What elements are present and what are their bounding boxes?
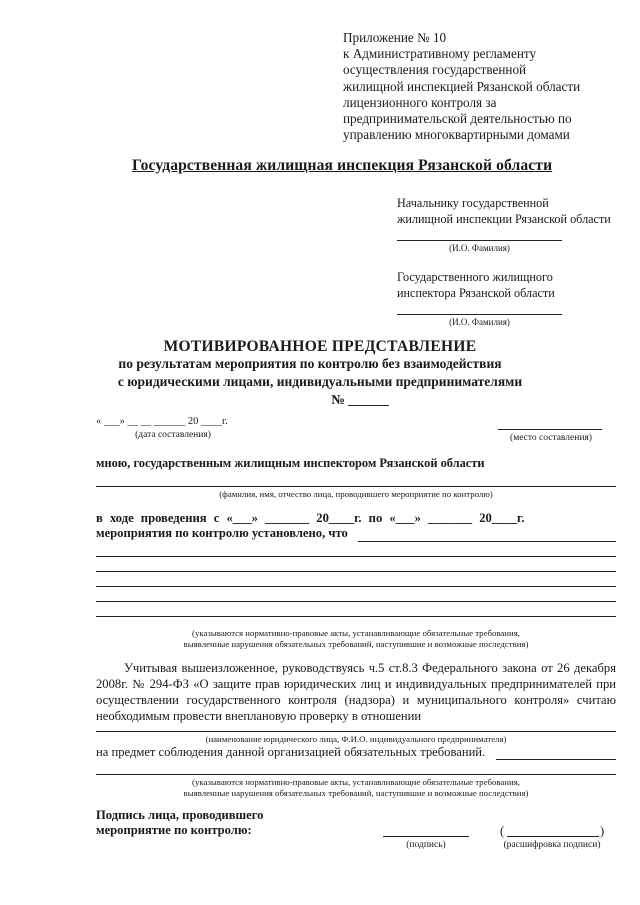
findings-line (96, 586, 616, 587)
appendix-line: предпринимательской деятельностью по (343, 111, 572, 127)
findings-caption-line2: выявленные нарушения обязательных требований, наступившие и возможные последствия) (183, 639, 529, 649)
decode-line (507, 836, 599, 837)
place-line (498, 429, 602, 430)
appendix-header (343, 30, 633, 143)
findings-caption (96, 628, 616, 650)
subject-caption-line1: (указываются нормативно-правовые акты, устанавливающие обязательные требования, (192, 777, 520, 787)
signature-label (96, 808, 263, 838)
date-field: « ___» __ __ ______ 20 ____г. (96, 416, 228, 427)
decode-caption: (расшифровка подписи) (503, 840, 601, 850)
document-subtitle-2: с юридическими лицами, индивидуальными предпринимателями (117, 374, 523, 389)
organization-title: Государственная жилищная инспекция Рязанской области (132, 157, 553, 174)
addressee-head (397, 196, 611, 227)
findings-line (96, 556, 616, 557)
signature-label-line2: мероприятие по контролю: (96, 823, 252, 837)
findings-line (96, 616, 616, 617)
date-caption: (дата составления) (135, 430, 211, 440)
period-line: в ходе проведения с «___» _______ 20____г. по «___» _______ 20____г. (96, 511, 525, 525)
subject-line (496, 759, 616, 760)
document-title: МОТИВИРОВАННОЕ ПРЕДСТАВЛЕНИЕ (163, 338, 477, 355)
findings-line (96, 571, 616, 572)
signature-label-line1: Подпись лица, проводившего (96, 808, 264, 822)
signature-line (383, 836, 469, 837)
decode-bracket-open: ( (500, 824, 505, 838)
place-caption: (место составления) (510, 433, 592, 443)
findings-caption-line1: (указываются нормативно-правовые акты, устанавливающие обязательные требования, (192, 628, 520, 638)
decode-bracket-close: ) (600, 824, 605, 838)
document-number: № ______ (331, 392, 389, 407)
subject-text: на предмет соблюдения данной организацией обязательных требований. (96, 745, 486, 759)
signature-caption: (подпись) (406, 840, 446, 850)
addressee-head-line2: жилищной инспекции Рязанской области (397, 211, 611, 226)
inspector-caption: (фамилия, имя, отчество лица, проводившего мероприятие по контролю) (219, 489, 493, 499)
subject-caption-line2: выявленные нарушения обязательных требований, наступившие и возможные последствия) (183, 788, 529, 798)
appendix-line: лицензионного контроля за (343, 94, 497, 110)
appendix-line: жилищной инспекцией Рязанской области (343, 78, 581, 94)
findings-intro: мероприятия по контролю установлено, что (96, 526, 348, 540)
subject-caption (96, 777, 616, 799)
decision-paragraph: Учитывая вышеизложенное, руководствуясь ч.5 ст.8.3 Федерального закона от 26 декабря 2008г. № 294-ФЗ «О защите прав юридических лиц и индивидуальных предпринимателей при осуществлении государственного контроля (надзора) и муниципального контроля» считаю необходимым провести внеплановую проверку в отношении (96, 661, 616, 723)
findings-line (96, 601, 616, 602)
inspector-head (397, 270, 555, 301)
inspector-name-line (96, 486, 616, 487)
inspector-head-name-line (397, 314, 562, 315)
addressee-head-name-line (397, 240, 562, 241)
inspector-head-caption: (И.О. Фамилия) (449, 317, 510, 327)
appendix-line: осуществления государственной (343, 62, 527, 78)
entity-line (96, 731, 616, 732)
appendix-line: к Административному регламенту (343, 46, 537, 62)
inspector-text: мною, государственным жилищным инспектором Рязанской области (96, 456, 485, 470)
document-subtitle-1: по результатам мероприятия по контролю без взаимодействия (118, 356, 502, 371)
inspector-head-line1: Государственного жилищного (397, 270, 553, 284)
findings-line (358, 541, 616, 542)
addressee-head-caption: (И.О. Фамилия) (449, 243, 510, 253)
entity-caption: (наименование юридического лица, Ф.И.О. индивидуального предпринимателя) (205, 734, 507, 744)
appendix-line: Приложение № 10 (343, 30, 447, 45)
appendix-line: управлению многоквартирными домами (343, 127, 570, 143)
addressee-head-line1: Начальнику государственной (397, 196, 549, 210)
inspector-head-line2: инспектора Рязанской области (397, 285, 555, 300)
subject-line (96, 774, 616, 775)
